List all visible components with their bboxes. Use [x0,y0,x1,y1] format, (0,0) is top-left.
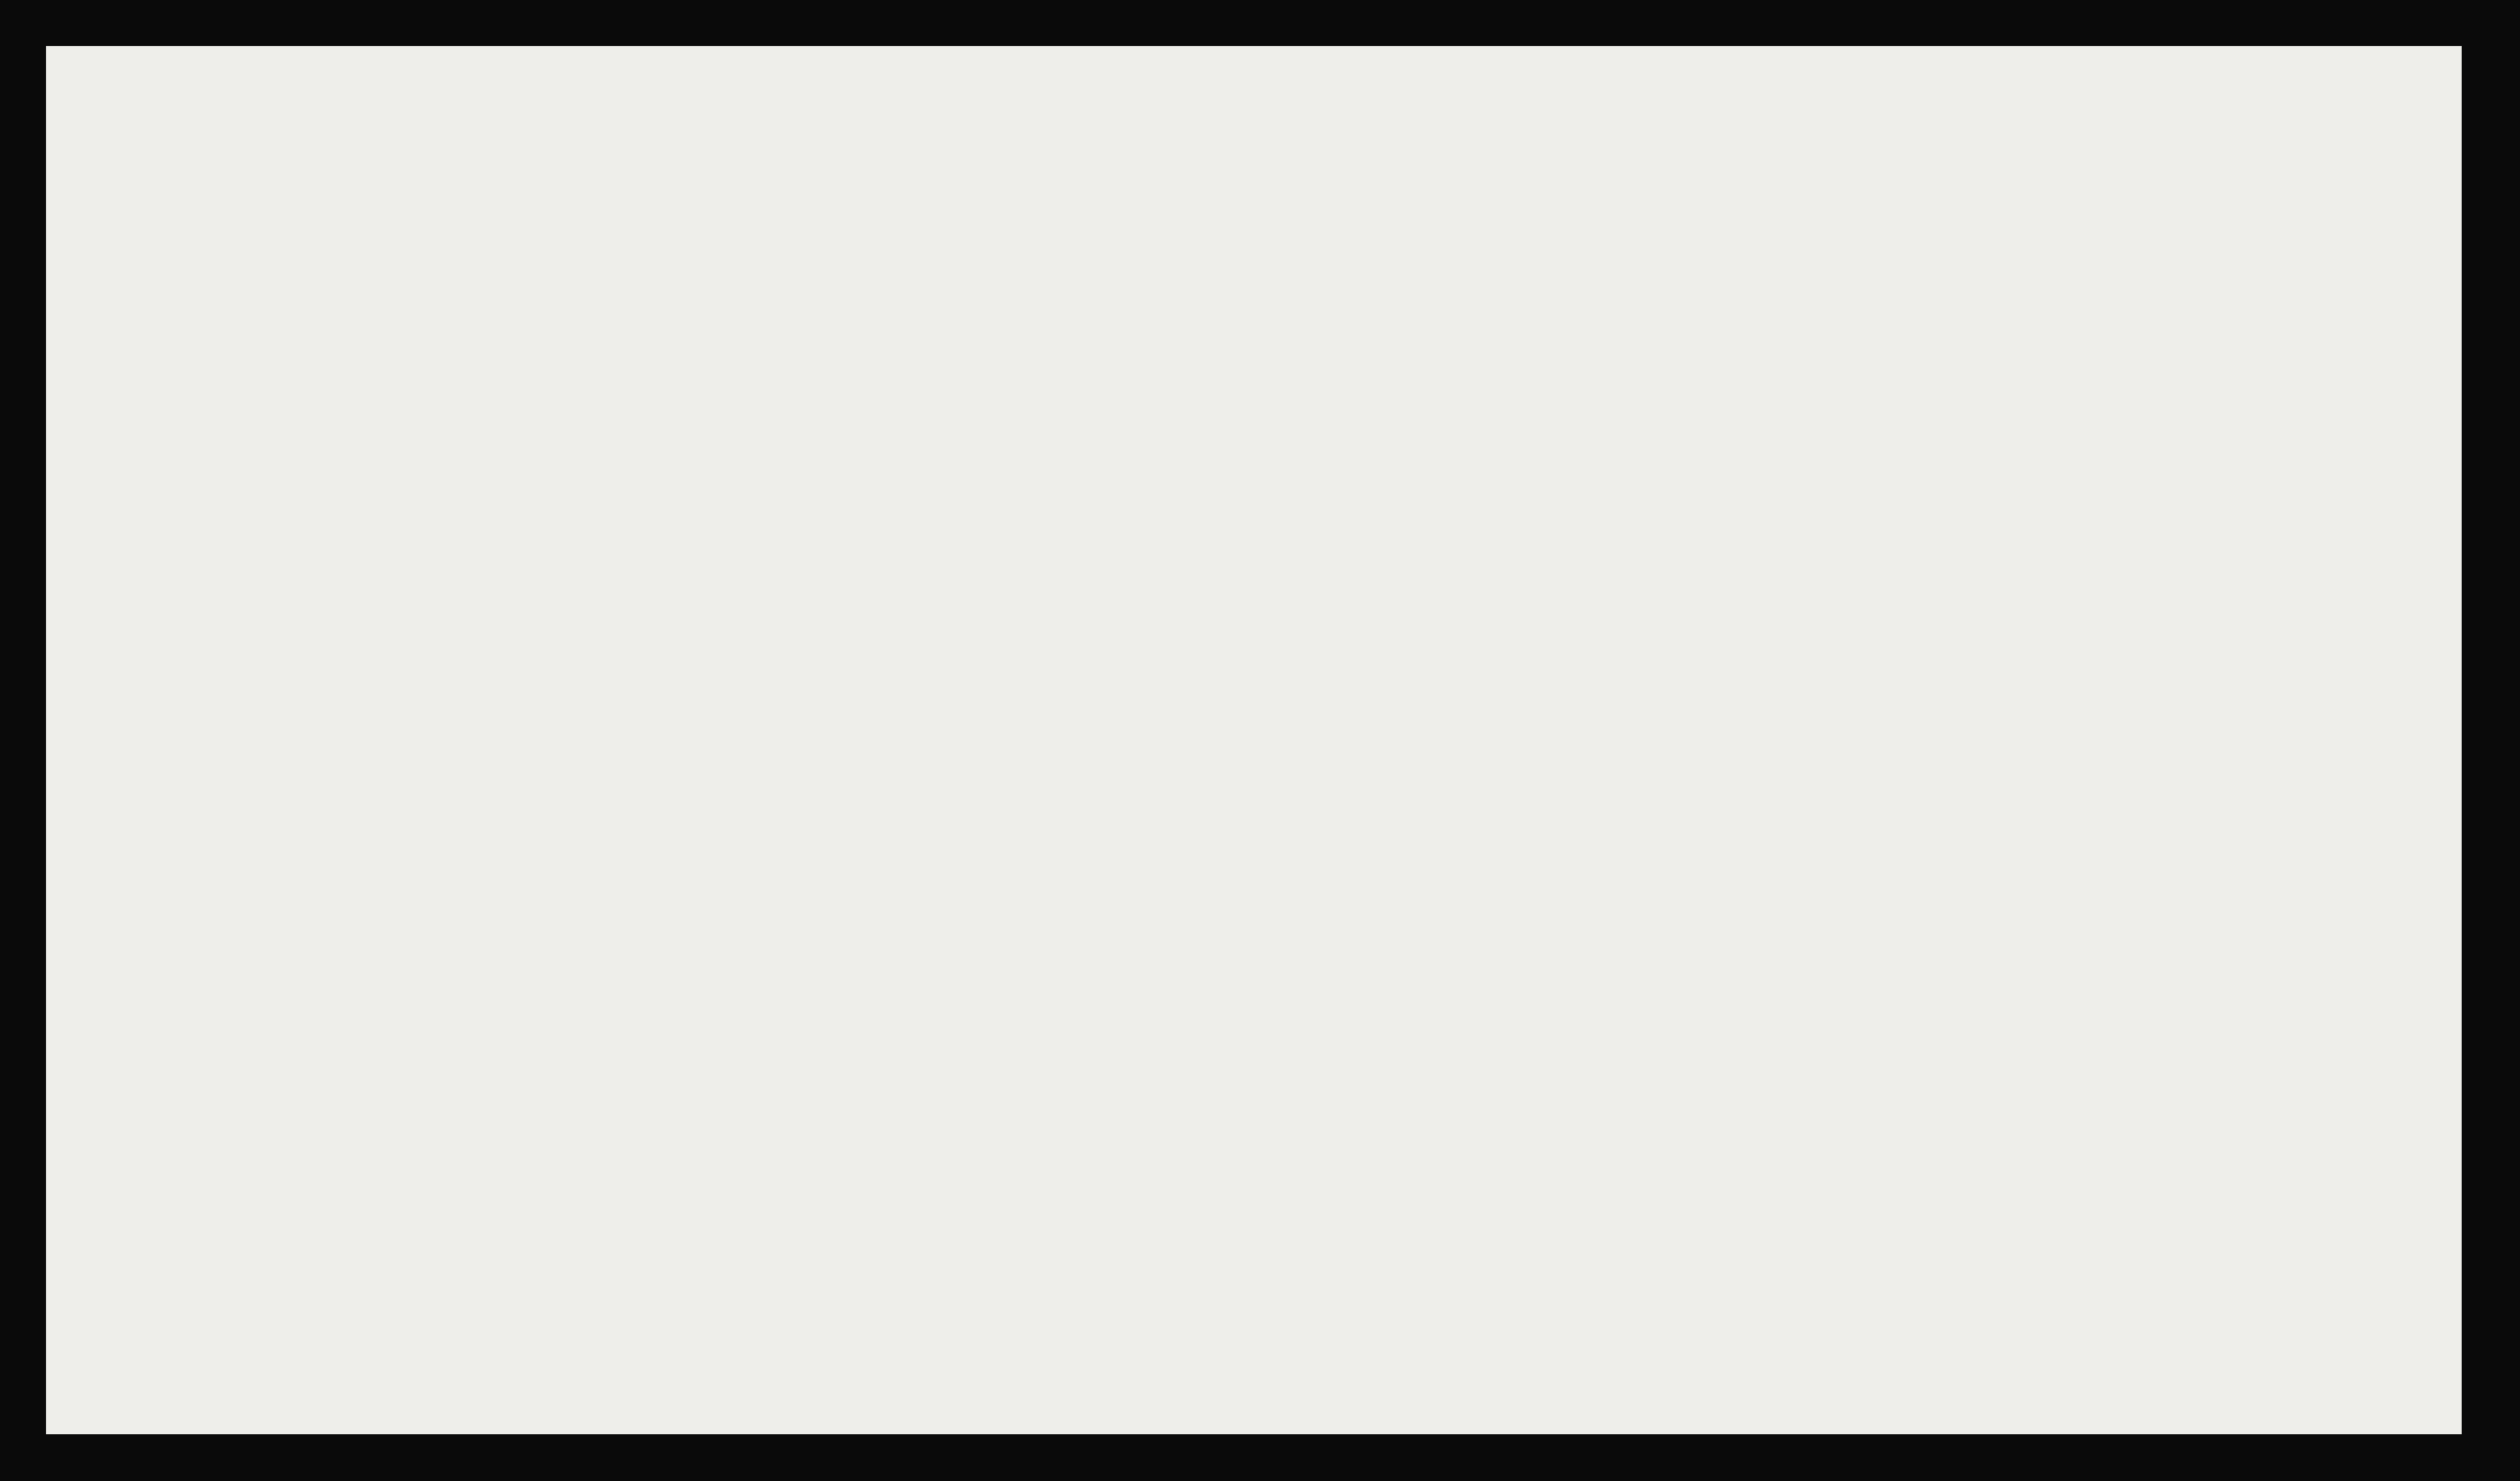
census-card-grid [46,46,2462,1434]
census-card-sheet [46,46,2462,1434]
